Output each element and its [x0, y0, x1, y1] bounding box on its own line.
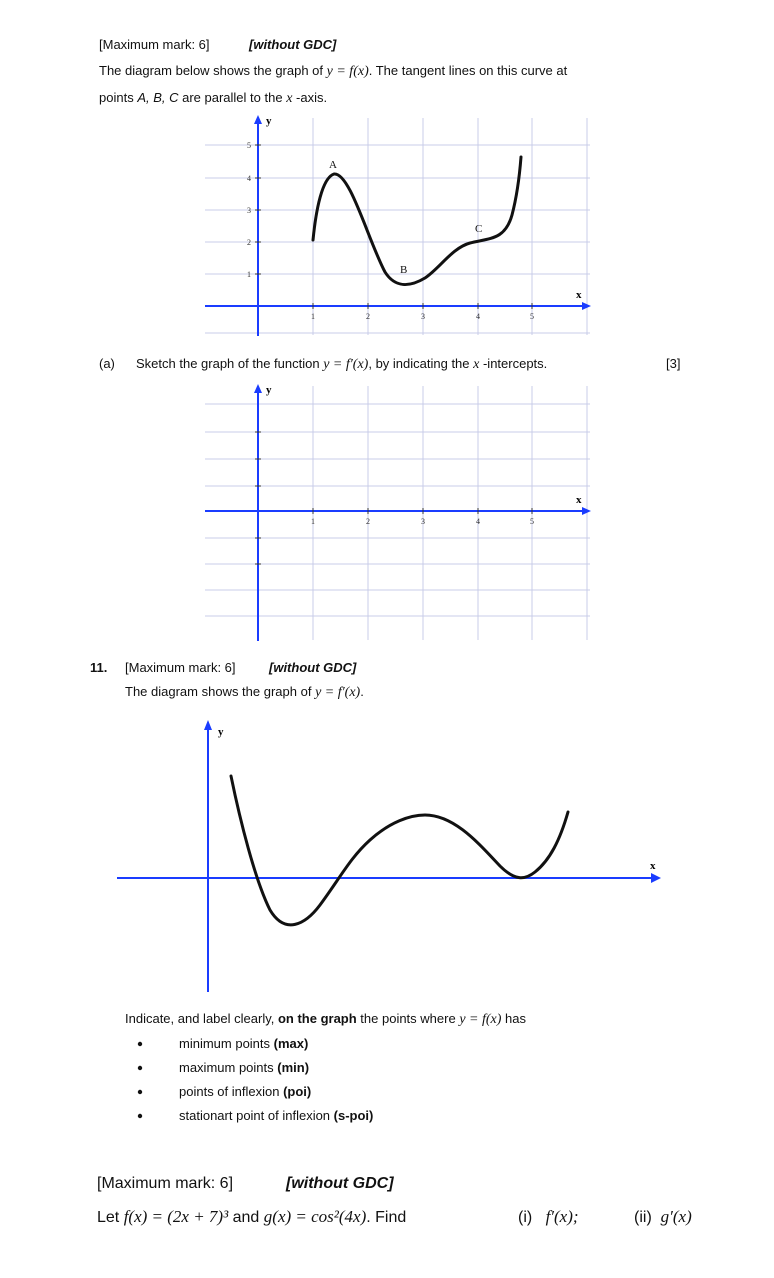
graph1-ylabel-3: 3	[247, 206, 251, 215]
q12-part-i-label: (i)	[518, 1209, 533, 1226]
graph1-curve	[313, 157, 521, 284]
graph2-xlabel-3: 3	[421, 517, 425, 526]
q11-mark: [Maximum mark: 6]	[125, 660, 236, 675]
q11-instruction-math: y = f(x)	[459, 1012, 502, 1027]
bullet-dot-4	[138, 1114, 142, 1118]
graph1-ylabel-4: 4	[247, 174, 251, 183]
part-a-label: (a)	[99, 356, 115, 371]
part-a-math: y = f′(x)	[323, 357, 369, 372]
bullet-item-2	[179, 1060, 309, 1076]
q12-let: Let	[97, 1209, 124, 1226]
bullet-item-1-tag: (max)	[273, 1036, 309, 1051]
q12-line	[97, 1207, 406, 1228]
part-a-post: -intercepts.	[479, 356, 548, 371]
q12-f-def: f(x) = (2x + 7)³	[123, 1207, 229, 1226]
q12-gdc: [without GDC]	[286, 1175, 394, 1192]
graph2-y-arrow	[254, 384, 262, 393]
graph2-xlabel-4: 4	[476, 517, 480, 526]
bullet-item-1-text: minimum points	[179, 1036, 274, 1051]
part-a-pre: Sketch the graph of the function	[136, 356, 324, 371]
part-a-mid: , by indicating the	[368, 356, 474, 371]
q12-part-ii-math: g′(x)	[660, 1207, 692, 1226]
q10-line2-points: A, B, C	[137, 90, 179, 105]
q10-line1-post: . The tangent lines on this curve at	[368, 63, 568, 78]
graph3-y-arrow	[204, 720, 212, 730]
part-a-marks: [3]	[666, 356, 681, 371]
graph2-y-label: y	[266, 384, 272, 396]
q11-gdc: [without GDC]	[269, 660, 357, 675]
q10-line2-post: -axis.	[292, 90, 328, 105]
bullet-item-3	[179, 1084, 311, 1100]
q12-and: and	[228, 1209, 264, 1226]
q10-line2-pre: points	[99, 90, 138, 105]
q10-gdc: [without GDC]	[249, 37, 337, 52]
graph2-xlabel-2: 2	[366, 517, 370, 526]
graph2-xlabel-1: 1	[311, 517, 315, 526]
q11-instruction-bold: on the graph	[277, 1011, 357, 1026]
bullet-item-2-text: maximum points	[179, 1060, 278, 1075]
q11-line1-math: y = f′(x)	[315, 685, 361, 700]
q12-part-ii	[634, 1207, 692, 1228]
q12-g-def: g(x) = cos²(4x)	[263, 1207, 367, 1226]
point-b-label: B	[400, 264, 408, 276]
q11-line1	[125, 684, 364, 701]
part-a-x: x	[473, 357, 480, 372]
graph1-xlabel-5: 5	[530, 312, 534, 321]
bullet-item-4-tag: (s-poi)	[333, 1108, 374, 1123]
q10-mark: [Maximum mark: 6]	[99, 37, 210, 52]
graph3-x-label: x	[650, 860, 656, 872]
q11-instruction-pre: Indicate, and label clearly,	[125, 1011, 278, 1026]
graph3-x-arrow	[651, 873, 661, 883]
bullet-dot-3	[138, 1090, 142, 1094]
graph1-y-label: y	[266, 115, 272, 127]
graph1-ylabel-2: 2	[247, 238, 251, 247]
graph2-x-label: x	[576, 494, 582, 506]
graph3-curve	[231, 776, 568, 925]
graph1-y-arrow	[254, 115, 262, 124]
bullet-item-3-text: points of inflexion	[179, 1084, 284, 1099]
q12-part-ii-label: (ii)	[634, 1209, 652, 1226]
q10-line2-x: x	[286, 91, 293, 106]
q12-mark: [Maximum mark: 6]	[97, 1175, 234, 1192]
graph1-ylabel-1: 1	[247, 270, 251, 279]
q10-line1-pre: The diagram below shows the graph of	[99, 63, 327, 78]
point-c-label: C	[475, 223, 483, 235]
q11-number: 11.	[90, 660, 108, 675]
bullet-item-4-text: stationart point of inflexion	[179, 1108, 334, 1123]
graph1-xlabel-2: 2	[366, 312, 370, 321]
q10-line1-math: y = f(x)	[326, 64, 369, 79]
bullet-item-3-tag: (poi)	[283, 1084, 312, 1099]
point-a-label: A	[329, 159, 337, 171]
graph1-xlabel-1: 1	[311, 312, 315, 321]
bullet-item-2-tag: (min)	[277, 1060, 310, 1075]
q11-line1-post: .	[360, 684, 364, 699]
q11-line1-pre: The diagram shows the graph of	[125, 684, 316, 699]
bullet-item-4	[179, 1108, 373, 1124]
bullet-item-1	[179, 1036, 308, 1052]
graph1-xlabel-4: 4	[476, 312, 480, 321]
bullet-dot-1	[138, 1042, 142, 1046]
q11-instruction	[125, 1011, 526, 1028]
q11-instruction-post: has	[501, 1011, 526, 1026]
part-a-text	[136, 356, 547, 373]
bullet-dot-2	[138, 1066, 142, 1070]
q12-part-i-math: f′(x);	[545, 1207, 579, 1226]
graph3-y-label: y	[218, 726, 224, 738]
q10-line2-mid: are parallel to the	[178, 90, 287, 105]
graph1-x-label: x	[576, 289, 582, 301]
q11-instruction-mid: the points where	[356, 1011, 460, 1026]
graph1-grid	[205, 118, 590, 335]
graph2-xlabel-5: 5	[530, 517, 534, 526]
graph1-xlabel-3: 3	[421, 312, 425, 321]
q12-find: . Find	[366, 1209, 407, 1226]
graph1-ylabel-5: 5	[247, 141, 251, 150]
q12-part-i	[518, 1207, 579, 1228]
